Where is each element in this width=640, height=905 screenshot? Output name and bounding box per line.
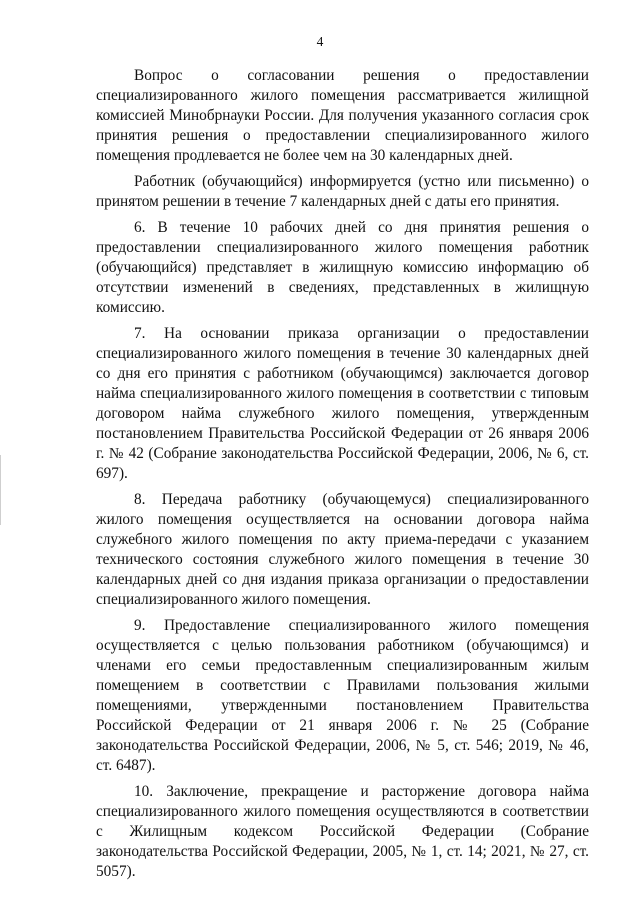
paragraph-approval-question: Вопрос о согласовании решения о предоставлении специализированного жилого помещения рассматривается жилищной комиссией Минобрнауки России. Для получения указанного согласия срок принятия решения о предоставлении специализированного жилого помещения продлевается не более чем на 30 календарных дней. xyxy=(96,67,589,164)
paragraph-item-9: 9. Предоставление специализированного жилого помещения осуществляется с целью пользования работником (обучающимся) и членами его семьи предоставленным специализированным жилым помещением в соответствии с Правилами пользования жилыми помещениями, утвержденными постановлением Правительства Российской Федерации от 21 января 2006 г. № 25 (Собрание законодательства Российской Федерации, 2006, № 5, ст. 546; 2019, № 46, ст. 6487). xyxy=(96,617,589,774)
paragraph-item-7: 7. На основании приказа организации о предоставлении специализированного жилого помещения в течение 30 календарных дней со дня его принятия с работником (обучающимся) заключается договор найма специализированного жилого помещения в соответствии с типовым договором найма служебного жилого помещения, утвержденным постановлением Правительства Российской Федерации от 26 января 2006 г. № 42 (Собрание законодательства Российской Федерации, 2006, № 6, ст. 697). xyxy=(96,325,589,482)
paragraph-item-8: 8. Передача работнику (обучающемуся) специализированного жилого помещения осуществляется на основании договора найма служебного жилого помещения по акту приема-передачи с указанием технического состояния служебного жилого помещения в течение 30 календарных дней со дня издания приказа организации о предоставлении специализированного жилого помещения. xyxy=(96,491,589,608)
scan-edge-mark xyxy=(0,455,1,525)
page-number: 4 xyxy=(316,34,324,49)
paragraph-notification: Работник (обучающийся) информируется (устно или письменно) о принятом решении в течение 7 календарных дней с даты его принятия. xyxy=(96,173,589,210)
paragraph-item-6: 6. В течение 10 рабочих дней со дня принятия решения о предоставлении специализированного жилого помещения работник (обучающийся) представляет в жилищную комиссию информацию об отсутствии изменений в сведениях, представленных в жилищную комиссию. xyxy=(96,219,589,316)
paragraph-item-10: 10. Заключение, прекращение и расторжение договора найма специализированного жилого помещения осуществляются в соответствии с Жилищным кодексом Российской Федерации (Собрание законодательства Российской Федерации, 2005, № 1, ст. 14; 2021, № 27, ст. 5057). xyxy=(96,783,589,880)
document-body xyxy=(96,66,589,888)
